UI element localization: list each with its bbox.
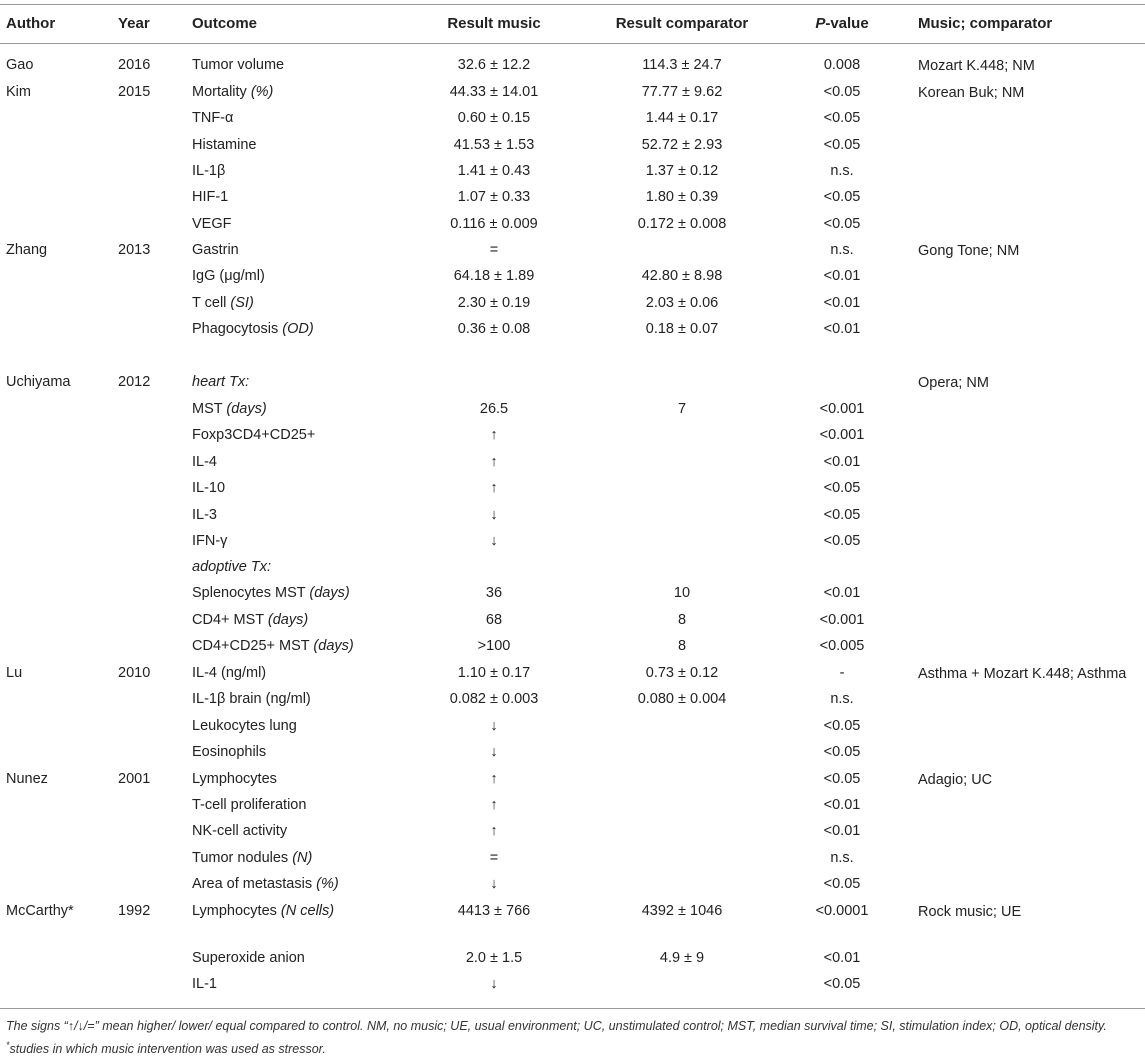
cell-result-music: ↑ [490, 771, 498, 787]
cell-outcome: Gastrin [192, 242, 239, 258]
cell-p-value: <0.001 [819, 401, 865, 417]
table-row [0, 216, 1145, 242]
cell-result-music: ↓ [490, 976, 498, 992]
cell-result-music: 2.0 ± 1.5 [465, 950, 523, 966]
cell-result-comparator: 77.77 ± 9.62 [641, 84, 723, 100]
cell-author: Kim [6, 84, 31, 100]
cell-music-comparator: Gong Tone; NM [918, 243, 1020, 259]
cell-outcome: adoptive Tx: [192, 559, 271, 575]
cell-p-value: - [839, 665, 845, 681]
cell-outcome: IL-4 [192, 454, 217, 470]
table-row [0, 744, 1145, 770]
cell-result-music: 44.33 ± 14.01 [449, 84, 539, 100]
cell-result-music: ↓ [490, 533, 498, 549]
cell-outcome: heart Tx: [192, 374, 250, 390]
cell-author: Uchiyama [6, 374, 71, 390]
table-row [0, 533, 1145, 559]
table-row [0, 950, 1145, 976]
header-year: Year [118, 15, 150, 32]
cell-p-value: <0.05 [823, 507, 861, 523]
table-row [0, 771, 1145, 797]
cell-outcome: Phagocytosis (OD) [192, 321, 314, 337]
cell-p-value: <0.01 [823, 797, 861, 813]
cell-result-music: 0.082 ± 0.003 [449, 691, 539, 707]
cell-year: 2012 [118, 374, 151, 390]
cell-result-comparator: 0.172 ± 0.008 [637, 216, 727, 232]
cell-outcome: IL-1β [192, 163, 226, 179]
cell-p-value: <0.01 [823, 585, 861, 601]
cell-result-music: = [489, 242, 499, 258]
cell-result-comparator: 52.72 ± 2.93 [641, 137, 723, 153]
cell-music-comparator: Adagio; UC [918, 772, 993, 788]
table-row [0, 295, 1145, 321]
cell-p-value: <0.05 [823, 976, 861, 992]
header-bottom-rule [0, 43, 1145, 44]
table-row [0, 57, 1145, 83]
cell-author: McCarthy* [6, 903, 74, 919]
table-row [0, 638, 1145, 664]
cell-p-value: <0.05 [823, 216, 861, 232]
cell-p-value: <0.05 [823, 718, 861, 734]
cell-result-music: ↑ [490, 427, 498, 443]
cell-p-value: <0.05 [823, 533, 861, 549]
cell-outcome: Eosinophils [192, 744, 267, 760]
cell-result-comparator: 1.37 ± 0.12 [645, 163, 719, 179]
table-footnote: The signs “↑/↓/=” mean higher/ lower/ equal compared to control. NM, no music; UE, usual environment; UC, unstimulated control; MST, median survival time; SI, stimulation index; OD, optical density. *studies in which music intervention was used as stressor. [6, 1019, 1107, 1057]
table-row [0, 507, 1145, 533]
cell-music-comparator: Korean Buk; NM [918, 85, 1025, 101]
table-row [0, 137, 1145, 163]
cell-p-value: n.s. [830, 163, 854, 179]
cell-p-value: <0.05 [823, 84, 861, 100]
cell-result-music: ↑ [490, 797, 498, 813]
cell-year: 2015 [118, 84, 151, 100]
cell-result-music: 41.53 ± 1.53 [453, 137, 535, 153]
header-result-comparator: Result comparator [615, 15, 749, 32]
cell-outcome: HIF-1 [192, 189, 229, 205]
cell-result-comparator: 0.73 ± 0.12 [645, 665, 719, 681]
cell-result-music: ↑ [490, 480, 498, 496]
cell-result-music: 2.30 ± 0.19 [457, 295, 531, 311]
cell-result-music: ↑ [490, 823, 498, 839]
table-row [0, 876, 1145, 902]
cell-outcome: CD4+ MST (days) [192, 612, 309, 628]
cell-outcome: TNF-α [192, 110, 234, 126]
table-row [0, 374, 1145, 400]
cell-result-comparator: 0.080 ± 0.004 [637, 691, 727, 707]
cell-outcome: Histamine [192, 137, 257, 153]
cell-year: 2001 [118, 771, 151, 787]
cell-year: 2010 [118, 665, 151, 681]
cell-result-music: 64.18 ± 1.89 [453, 268, 535, 284]
cell-p-value: <0.01 [823, 950, 861, 966]
table-row [0, 903, 1145, 929]
cell-result-music: ↓ [490, 718, 498, 734]
cell-p-value: <0.01 [823, 454, 861, 470]
cell-outcome: IL-1β brain (ng/ml) [192, 691, 311, 707]
cell-outcome: IL-4 (ng/ml) [192, 665, 267, 681]
cell-outcome: MST (days) [192, 401, 267, 417]
cell-result-comparator: 4.9 ± 9 [659, 950, 705, 966]
cell-result-music: = [489, 850, 499, 866]
cell-result-comparator: 7 [677, 401, 687, 417]
cell-result-music: ↓ [490, 507, 498, 523]
table-row [0, 163, 1145, 189]
cell-result-music: ↑ [490, 454, 498, 470]
table-row [0, 321, 1145, 347]
table-row [0, 797, 1145, 823]
table-row [0, 691, 1145, 717]
cell-outcome: Tumor nodules (N) [192, 850, 313, 866]
cell-outcome: IL-1 [192, 976, 217, 992]
cell-result-comparator: 2.03 ± 0.06 [645, 295, 719, 311]
cell-p-value: <0.005 [819, 638, 865, 654]
header-outcome: Outcome [192, 15, 258, 32]
table-row [0, 823, 1145, 849]
cell-result-music: ↓ [490, 876, 498, 892]
cell-result-comparator: 1.80 ± 0.39 [645, 189, 719, 205]
cell-p-value: <0.001 [819, 427, 865, 443]
table-row [0, 665, 1145, 691]
cell-result-music: 1.07 ± 0.33 [457, 189, 531, 205]
cell-result-music: 0.116 ± 0.009 [450, 216, 538, 232]
cell-p-value: <0.05 [823, 110, 861, 126]
cell-result-music: 0.36 ± 0.08 [457, 321, 531, 337]
cell-music-comparator: Mozart K.448; NM [918, 58, 1035, 74]
cell-p-value: n.s. [830, 691, 854, 707]
table-row [0, 242, 1145, 268]
cell-result-music: 1.41 ± 0.43 [457, 163, 531, 179]
table-bottom-rule [0, 1008, 1145, 1009]
cell-p-value: <0.05 [823, 771, 861, 787]
cell-year: 2016 [118, 57, 151, 73]
cell-outcome: Splenocytes MST (days) [192, 585, 350, 601]
cell-music-comparator: Asthma + Mozart K.448; Asthma [918, 666, 1127, 682]
cell-music-comparator: Rock music; UE [918, 904, 1022, 920]
cell-outcome: Area of metastasis (%) [192, 876, 339, 892]
cell-outcome: T cell (SI) [192, 295, 254, 311]
header-result-music: Result music [447, 15, 541, 32]
header-author: Author [6, 15, 56, 32]
cell-p-value: n.s. [830, 850, 854, 866]
table-row [0, 401, 1145, 427]
cell-result-music: 32.6 ± 12.2 [457, 57, 531, 73]
cell-outcome: T-cell proliferation [192, 797, 307, 813]
cell-outcome: VEGF [192, 216, 232, 232]
cell-p-value: <0.01 [823, 295, 861, 311]
cell-result-music: 68 [485, 612, 503, 628]
cell-p-value: <0.0001 [815, 903, 869, 919]
cell-outcome: Tumor volume [192, 57, 285, 73]
cell-year: 2013 [118, 242, 151, 258]
cell-p-value: <0.01 [823, 823, 861, 839]
cell-year: 1992 [118, 903, 151, 919]
cell-author: Zhang [6, 242, 48, 258]
cell-p-value: <0.05 [823, 480, 861, 496]
cell-music-comparator: Opera; NM [918, 375, 989, 391]
cell-author: Gao [6, 57, 34, 73]
table-row [0, 559, 1145, 585]
table-row [0, 84, 1145, 110]
cell-outcome: Mortality (%) [192, 84, 274, 100]
table-row [0, 612, 1145, 638]
table-row [0, 189, 1145, 215]
cell-author: Lu [6, 665, 23, 681]
cell-outcome: Lymphocytes (N cells) [192, 903, 335, 919]
table-row [0, 850, 1145, 876]
table-row [0, 427, 1145, 453]
table-row [0, 110, 1145, 136]
table-row [0, 454, 1145, 480]
cell-result-music: ↓ [490, 744, 498, 760]
table-top-rule [0, 4, 1145, 5]
cell-outcome: Leukocytes lung [192, 718, 297, 734]
cell-result-comparator: 8 [677, 638, 687, 654]
cell-outcome: IL-10 [192, 480, 226, 496]
cell-outcome: Superoxide anion [192, 950, 305, 966]
cell-p-value: <0.001 [819, 612, 865, 628]
table-row [0, 268, 1145, 294]
cell-result-comparator: 0.18 ± 0.07 [645, 321, 719, 337]
cell-result-music: 36 [485, 585, 503, 601]
cell-result-comparator: 8 [677, 612, 687, 628]
cell-result-comparator: 42.80 ± 8.98 [641, 268, 723, 284]
cell-outcome: IL-3 [192, 507, 217, 523]
cell-result-comparator: 4392 ± 1046 [641, 903, 723, 919]
cell-p-value: <0.05 [823, 876, 861, 892]
cell-result-music: 4413 ± 766 [457, 903, 531, 919]
cell-result-comparator: 10 [673, 585, 691, 601]
cell-p-value: <0.01 [823, 268, 861, 284]
cell-result-comparator: 1.44 ± 0.17 [645, 110, 719, 126]
cell-p-value: n.s. [830, 242, 854, 258]
cell-result-music: 0.60 ± 0.15 [457, 110, 531, 126]
table-row [0, 585, 1145, 611]
cell-p-value: <0.05 [823, 744, 861, 760]
table-row [0, 480, 1145, 506]
table-row [0, 976, 1145, 1002]
cell-outcome: Lymphocytes [192, 771, 277, 787]
cell-result-comparator: 114.3 ± 24.7 [642, 57, 722, 73]
cell-outcome: IgG (μg/ml) [192, 268, 265, 284]
cell-outcome: IFN-γ [192, 533, 228, 549]
cell-outcome: Foxp3CD4+CD25+ [192, 427, 316, 443]
cell-p-value: 0.008 [823, 57, 861, 73]
cell-result-music: >100 [477, 638, 511, 654]
cell-p-value: <0.01 [823, 321, 861, 337]
header-music-comparator: Music; comparator [918, 15, 1053, 32]
table-row [0, 718, 1145, 744]
cell-result-music: 1.10 ± 0.17 [457, 665, 531, 681]
cell-author: Nunez [6, 771, 48, 787]
header-p-value: P-value [815, 15, 869, 32]
cell-result-music: 26.5 [479, 401, 509, 417]
cell-outcome: CD4+CD25+ MST (days) [192, 638, 354, 654]
cell-p-value: <0.05 [823, 189, 861, 205]
cell-outcome: NK-cell activity [192, 823, 288, 839]
cell-p-value: <0.05 [823, 137, 861, 153]
